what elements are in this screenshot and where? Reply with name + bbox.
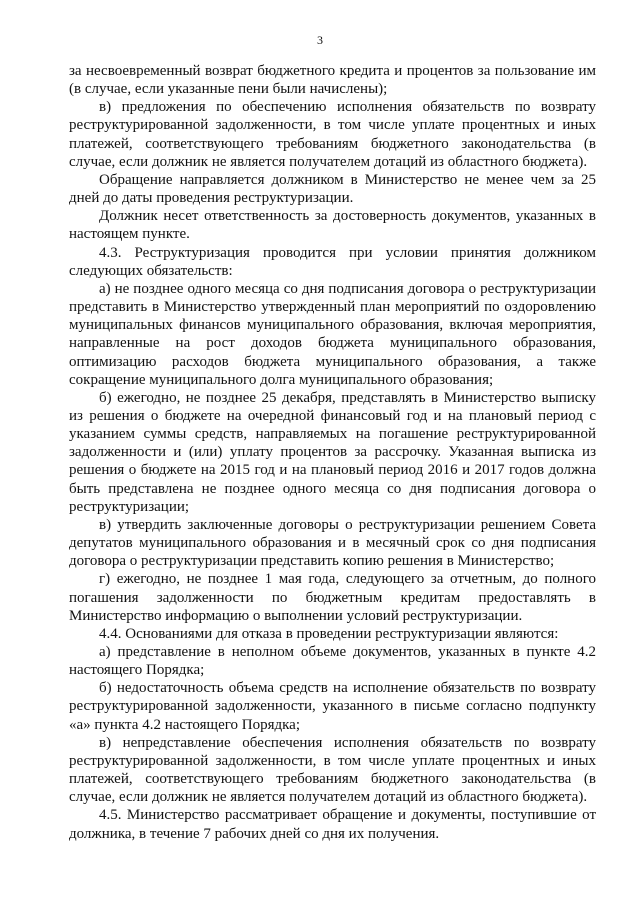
paragraph-4-3-b: б) ежегодно, не позднее 25 декабря, представлять в Министерство выписку из решения о бюджете на очередной финансовый год и на плановый период с указанием суммы средств, направляемых на погашение реструктурированной задолженности и (или) уплату процентов за рассрочку. Указанная выписка из решения о бюджете на 2015 год и на плановый период 2016 и 2017 годов должна быть представлена не позднее одного месяца со дня подписания договора о реструктуризации; xyxy=(69,389,596,515)
paragraph-4-4-a: а) представление в неполном объеме документов, указанных в пункте 4.2 настоящего Порядка; xyxy=(69,644,596,679)
paragraph-4-3-v: в) утвердить заключенные договоры о реструктуризации решением Совета депутатов муниципального образования и в месячный срок со дня подписания договора о реструктуризации представить копию решения в Министерство; xyxy=(69,516,596,570)
paragraph-4-4-v: в) непредставление обеспечения исполнения обязательств по возврату реструктурированной задолженности, в том числе уплате процентных и иных платежей, соответствующего требованиям бюджетного законодательства (в случае, если должник не является получателем дотаций из областного бюджета). xyxy=(69,734,596,806)
paragraph-submission-deadline: Обращение направляется должником в Министерство не менее чем за 25 дней до даты проведения реструктуризации. xyxy=(69,171,596,207)
paragraph-continuation: за несвоевременный возврат бюджетного кредита и процентов за пользование им (в случае, если указанные пени были начислены); xyxy=(69,63,596,98)
paragraph-4-3-a: а) не позднее одного месяца со дня подписания договора о реструктуризации представить в Министерство утвержденный план мероприятий по оздоровлению муниципальных финансов муниципального образования, включая мероприятия, направленные на рост доходов бюджета муниципального образования, оптимизацию расходов бюджета муниципального образования, а также сокращение муниципального долга муниципального образования; xyxy=(69,280,596,388)
paragraph-4-4-b: б) недостаточность объема средств на исполнение обязательств по возврату реструктурированной задолженности, указанного в письме согласно подпункту «а» пункта 4.2 настоящего Порядка; xyxy=(69,680,596,733)
paragraph-item-v-guarantee: в) предложения по обеспечению исполнения обязательств по возврату реструктурированной задолженности, в том числе уплате процентных и иных платежей, соответствующего требованиям бюджетного законодательства (в случае, если должник не является получателем дотаций из областного бюджета). xyxy=(69,99,596,170)
paragraph-4-3-heading: 4.3. Реструктуризация проводится при условии принятия должником следующих обязательств: xyxy=(69,244,596,279)
paragraph-4-5: 4.5. Министерство рассматривает обращение и документы, поступившие от должника, в течение 7 рабочих дней со дня их получения. xyxy=(69,807,596,842)
paragraph-4-3-g: г) ежегодно, не позднее 1 мая года, следующего за отчетным, до полного погашения задолженности по бюджетным кредитам предоставлять в Министерство информацию о выполнении условий реструктуризации. xyxy=(69,571,596,624)
paragraph-responsibility: Должник несет ответственность за достоверность документов, указанных в настоящем пункте. xyxy=(69,208,596,243)
page-number: 3 xyxy=(317,33,323,47)
paragraph-4-4-heading: 4.4. Основаниями для отказа в проведении реструктуризации являются: xyxy=(99,625,559,642)
document-body xyxy=(69,62,596,843)
